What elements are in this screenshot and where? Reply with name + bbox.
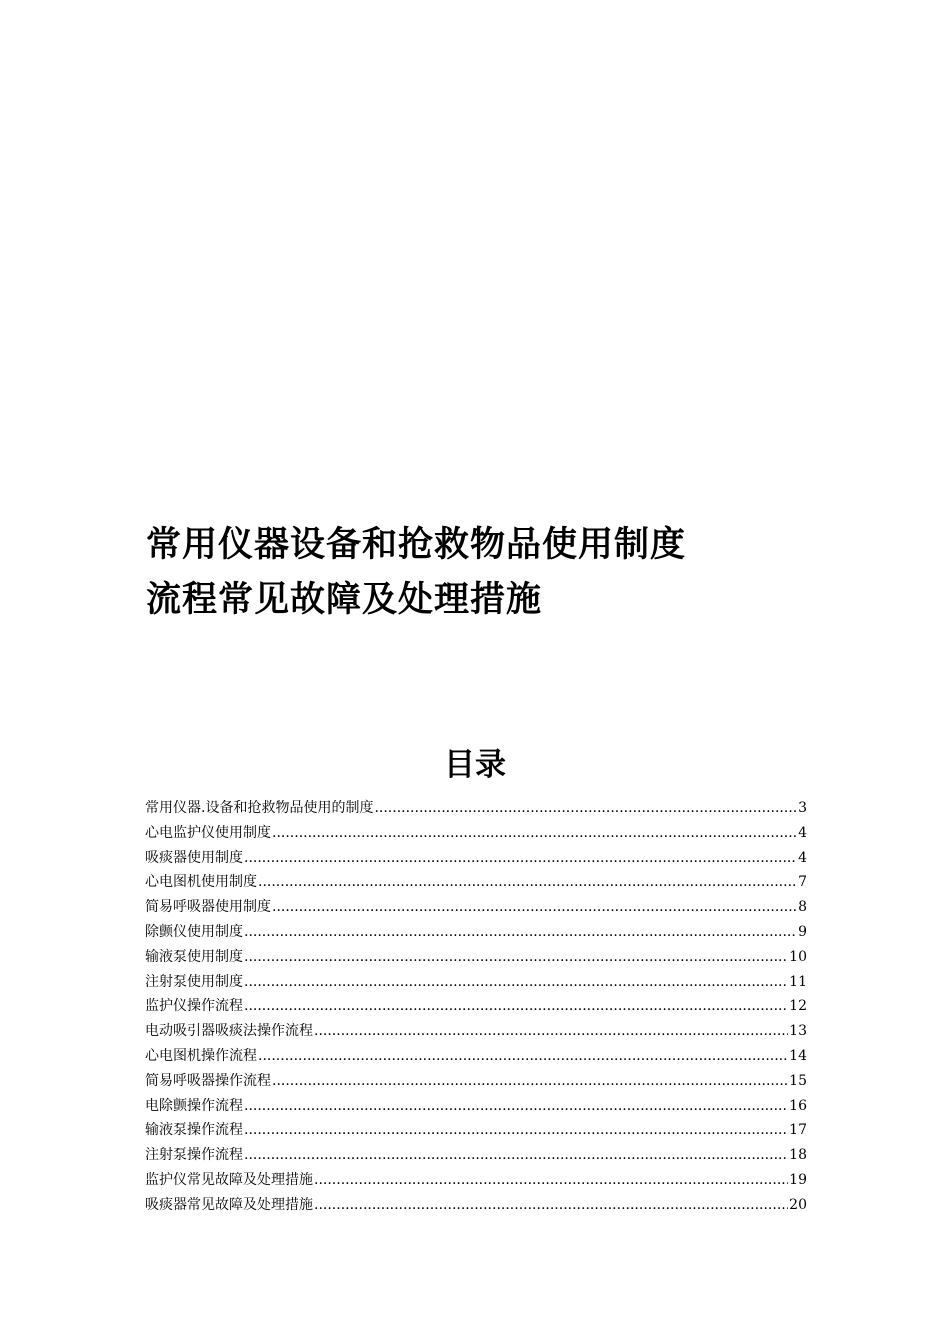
toc-dot-leader	[374, 796, 797, 821]
toc-entry[interactable]	[145, 1118, 807, 1143]
toc-entry-label: 电动吸引器吸痰法操作流程	[145, 1023, 313, 1040]
toc-entry-label: 注射泵操作流程	[145, 1147, 243, 1164]
toc-entry-page: 11	[789, 973, 807, 990]
toc-entry[interactable]	[145, 1193, 807, 1218]
toc-entry-label: 输液泵操作流程	[145, 1122, 243, 1139]
toc-entry[interactable]	[145, 1094, 807, 1119]
toc-dot-leader	[244, 920, 797, 945]
toc-entry-page: 14	[789, 1047, 807, 1064]
toc-dot-leader	[244, 945, 788, 970]
toc-entry[interactable]	[145, 1168, 807, 1193]
toc-dot-leader	[244, 994, 788, 1019]
toc-entry-page: 8	[798, 899, 807, 916]
toc-dot-leader	[244, 970, 788, 995]
toc-entry-label: 除颤仪使用制度	[145, 923, 243, 940]
toc-entry[interactable]	[145, 895, 807, 920]
toc-entry-page: 13	[789, 1023, 807, 1040]
toc-entry-page: 9	[798, 923, 807, 940]
toc-entry-label: 心电图机操作流程	[145, 1047, 257, 1064]
toc-dot-leader	[272, 1069, 788, 1094]
toc-entry-label: 输液泵使用制度	[145, 948, 243, 965]
toc-entry-page: 4	[798, 824, 807, 841]
table-of-contents	[145, 796, 807, 1218]
toc-entry[interactable]	[145, 1143, 807, 1168]
toc-entry[interactable]	[145, 870, 807, 895]
toc-entry-page: 7	[798, 874, 807, 891]
toc-entry-page: 4	[798, 849, 807, 866]
toc-dot-leader	[244, 1143, 788, 1168]
toc-dot-leader	[272, 821, 797, 846]
toc-entry[interactable]	[145, 920, 807, 945]
toc-entry-label: 吸痰器使用制度	[145, 849, 243, 866]
toc-entry-label: 电除颤操作流程	[145, 1097, 243, 1114]
toc-entry-page: 10	[789, 948, 807, 965]
toc-entry-page: 19	[789, 1171, 807, 1188]
toc-entry[interactable]	[145, 1044, 807, 1069]
toc-entry[interactable]	[145, 846, 807, 871]
toc-dot-leader	[272, 895, 797, 920]
toc-dot-leader	[314, 1019, 788, 1044]
toc-dot-leader	[258, 870, 797, 895]
toc-dot-leader	[244, 1118, 788, 1143]
toc-entry-page: 17	[789, 1122, 807, 1139]
toc-entry[interactable]	[145, 945, 807, 970]
document-title-line-2: 流程常见故障及处理措施	[146, 580, 543, 620]
toc-entry[interactable]	[145, 1069, 807, 1094]
toc-entry-label: 吸痰器常见故障及处理措施	[145, 1196, 313, 1213]
toc-entry[interactable]	[145, 1019, 807, 1044]
toc-entry-label: 常用仪器.设备和抢救物品使用的制度	[145, 800, 374, 816]
toc-dot-leader	[244, 1094, 788, 1119]
toc-heading: 目录	[444, 747, 506, 783]
toc-dot-leader	[244, 846, 797, 871]
toc-entry-page: 12	[789, 998, 807, 1015]
toc-entry-label: 心电监护仪使用制度	[145, 824, 271, 841]
toc-entry-page: 15	[789, 1072, 807, 1089]
toc-dot-leader	[314, 1168, 788, 1193]
toc-entry[interactable]	[145, 970, 807, 995]
toc-entry-label: 监护仪常见故障及处理措施	[145, 1171, 313, 1188]
toc-entry[interactable]	[145, 994, 807, 1019]
toc-entry[interactable]	[145, 821, 807, 846]
toc-entry-label: 监护仪操作流程	[145, 998, 243, 1015]
toc-entry-page: 16	[789, 1097, 807, 1114]
toc-entry-label: 心电图机使用制度	[145, 874, 257, 891]
toc-entry[interactable]	[145, 796, 807, 821]
toc-entry-page: 18	[789, 1147, 807, 1164]
toc-dot-leader	[258, 1044, 788, 1069]
document-title-line-1: 常用仪器设备和抢救物品使用制度	[146, 525, 687, 565]
toc-entry-page: 20	[789, 1196, 807, 1213]
toc-entry-label: 简易呼吸器操作流程	[145, 1072, 271, 1089]
toc-entry-page: 3	[798, 800, 807, 816]
toc-entry-label: 简易呼吸器使用制度	[145, 899, 271, 916]
document-title	[146, 518, 826, 628]
toc-dot-leader	[314, 1193, 788, 1218]
toc-entry-label: 注射泵使用制度	[145, 973, 243, 990]
